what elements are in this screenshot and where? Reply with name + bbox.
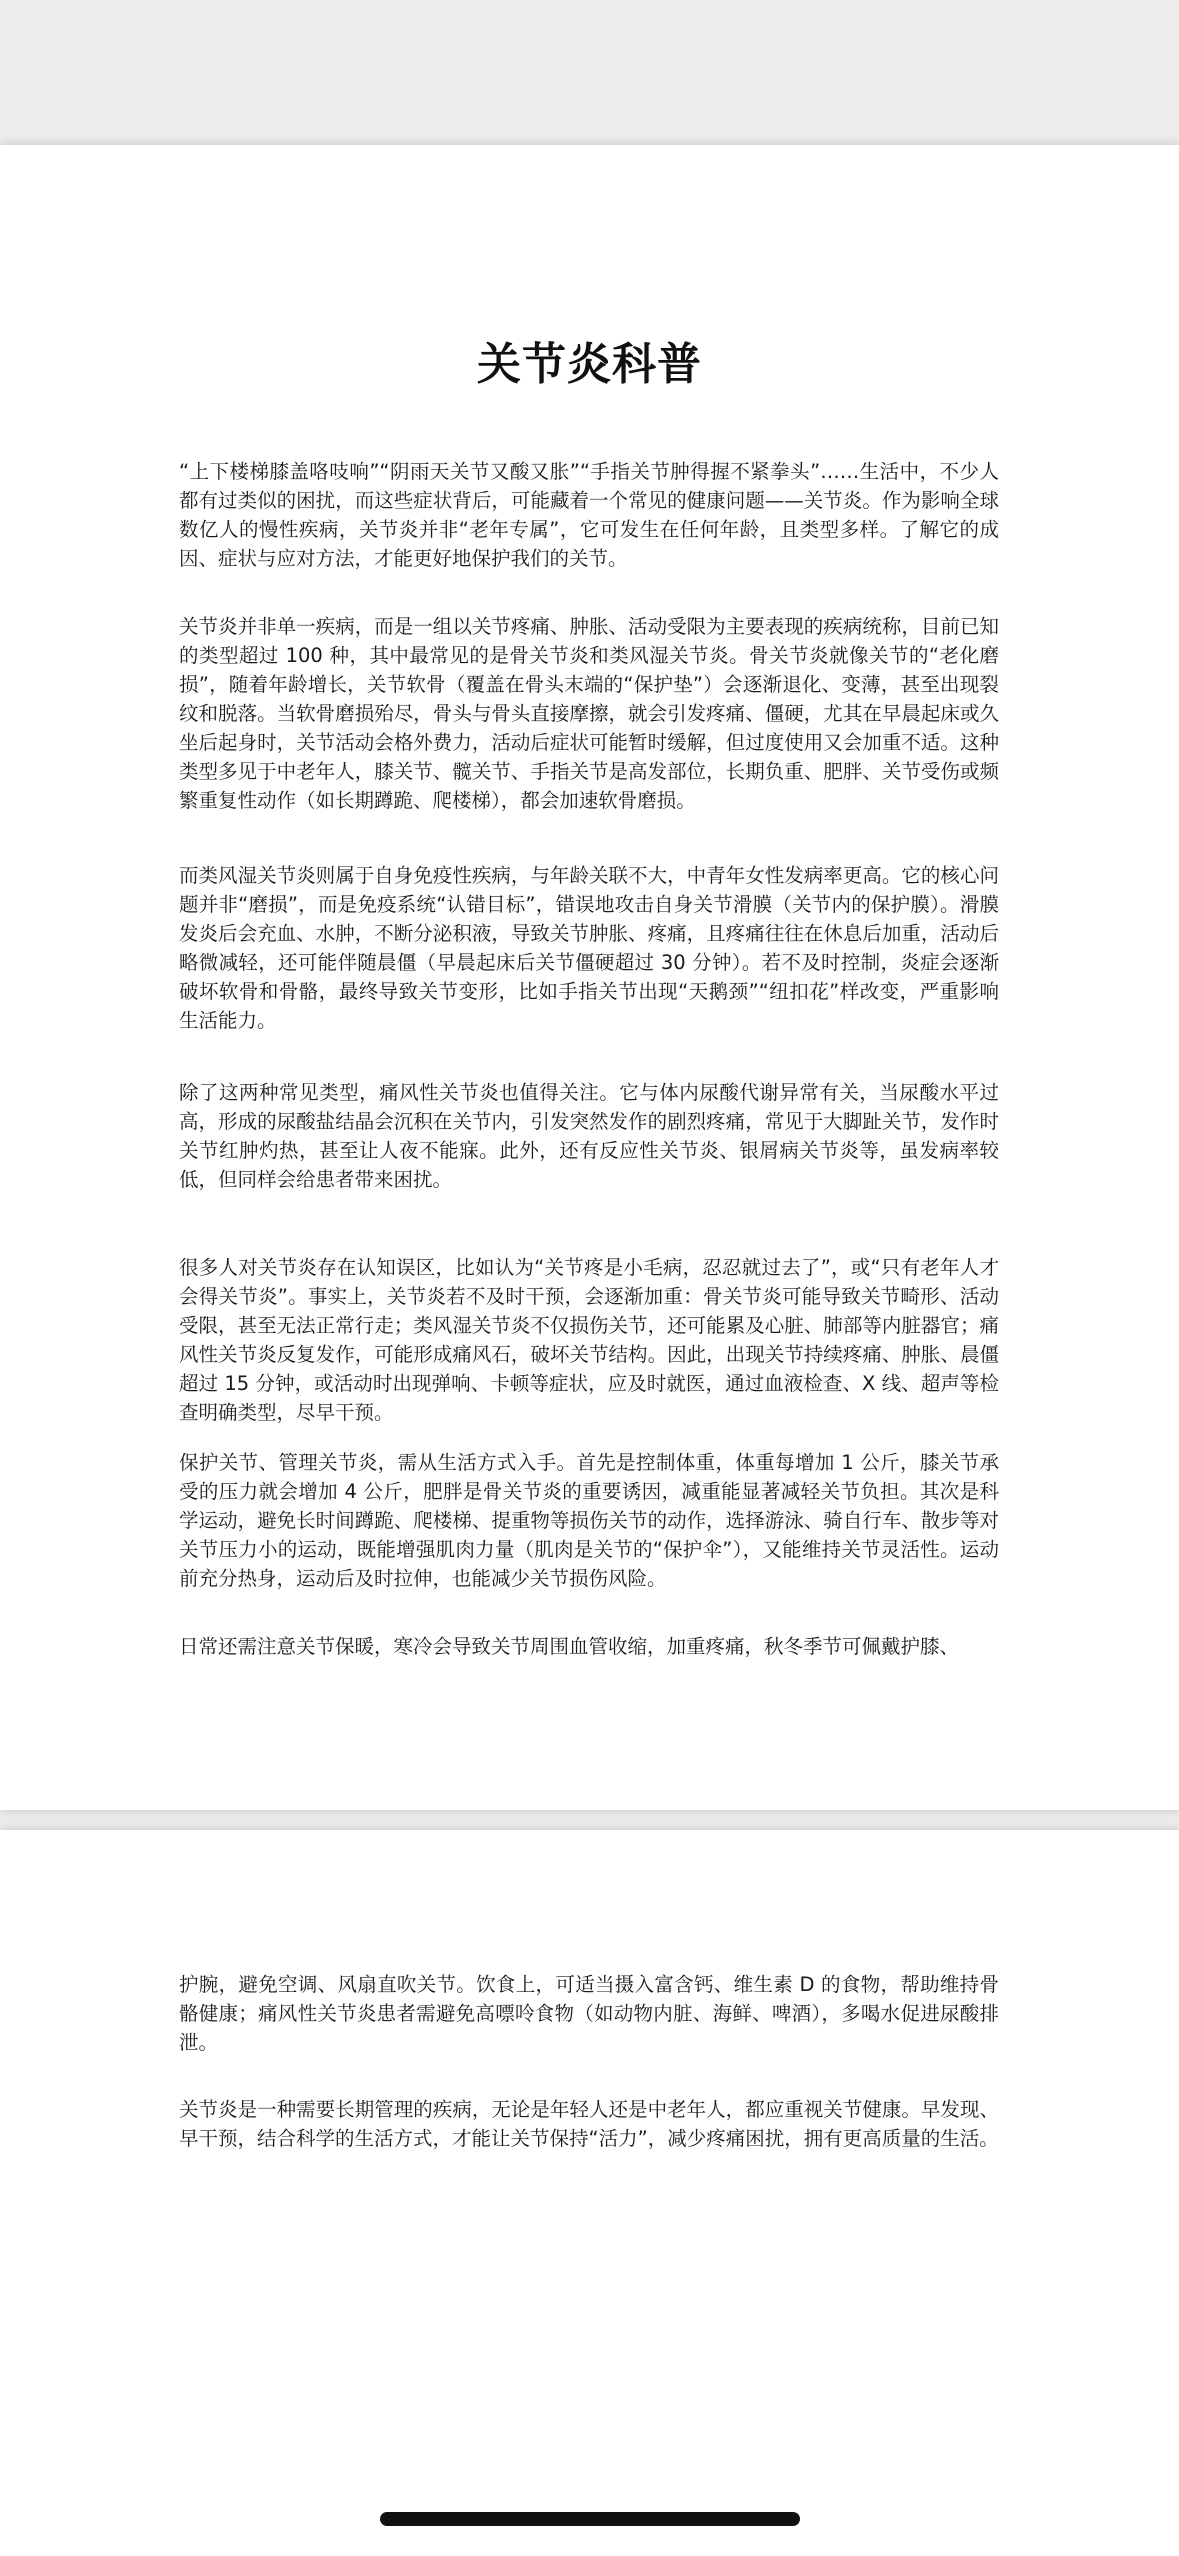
paragraph: 关节炎是一种需要长期管理的疾病，无论是年轻人还是中老年人，都应重视关节健康。早发现、早干预，结合科学的生活方式，才能让关节保持“活力”，减少疼痛困扰，拥有更高质量的生活。 [179,2098,999,2150]
home-indicator[interactable] [380,2512,800,2526]
document-page-2 [0,1830,1179,2556]
paragraph: 关节炎并非单一疾病，而是一组以关节疼痛、肿胀、活动受限为主要表现的疾病统称，目前已知的类型超过 100 种，其中最常见的是骨关节炎和类风湿关节炎。骨关节炎就像关节的“老化磨损”，随着年龄增长，关节软骨（覆盖在骨头末端的“保护垫”）会逐渐退化、变薄，甚至出现裂纹和脱落。当软骨磨损殆尽，骨头与骨头直接摩擦，就会引发疼痛、僵硬，尤其在早晨起床或久坐后起身时，关节活动会格外费力，活动后症状可能暂时缓解，但过度使用又会加重不适。这种类型多见于中老年人，膝关节、髋关节、手指关节是高发部位，长期负重、肥胖、关节受伤或频繁重复性动作（如长期蹲跪、爬楼梯），都会加速软骨磨损。 [179,615,999,812]
paragraph: 日常还需注意关节保暖，寒冷会导致关节周围血管收缩，加重疼痛，秋冬季节可佩戴护膝、 [179,1635,960,1658]
paragraph: 很多人对关节炎存在认知误区，比如认为“关节疼是小毛病，忍忍就过去了”，或“只有老年人才会得关节炎”。事实上，关节炎若不及时干预，会逐渐加重：骨关节炎可能导致关节畸形、活动受限，甚至无法正常行走；类风湿关节炎不仅损伤关节，还可能累及心脏、肺部等内脏器官；痛风性关节炎反复发作，可能形成痛风石，破坏关节结构。因此，出现关节持续疼痛、肿胀、晨僵超过 15 分钟，或活动时出现弹响、卡顿等症状，应及时就医，通过血液检查、X 线、超声等检查明确类型，尽早干预。 [179,1256,999,1424]
paragraph: 除了这两种常见类型，痛风性关节炎也值得关注。它与体内尿酸代谢异常有关，当尿酸水平过高，形成的尿酸盐结晶会沉积在关节内，引发突然发作的剧烈疼痛，常见于大脚趾关节，发作时关节红肿灼热，甚至让人夜不能寐。此外，还有反应性关节炎、银屑病关节炎等，虽发病率较低，但同样会给患者带来困扰。 [179,1081,999,1191]
paragraph: 而类风湿关节炎则属于自身免疫性疾病，与年龄关联不大，中青年女性发病率更高。它的核心问题并非“磨损”，而是免疫系统“认错目标”，错误地攻击自身关节滑膜（关节内的保护膜）。滑膜发炎后会充血、水肿，不断分泌积液，导致关节肿胀、疼痛，且疼痛往往在休息后加重，活动后略微减轻，还可能伴随晨僵（早晨起床后关节僵硬超过 30 分钟）。若不及时控制，炎症会逐渐破坏软骨和骨骼，最终导致关节变形，比如手指关节出现“天鹅颈”“纽扣花”样改变，严重影响生活能力。 [179,864,999,1032]
paragraph: 护腕，避免空调、风扇直吹关节。饮食上，可适当摄入富含钙、维生素 D 的食物，帮助维持骨骼健康；痛风性关节炎患者需避免高嘌呤食物（如动物内脏、海鲜、啤酒），多喝水促进尿酸排泄。 [179,1973,999,2054]
document-page-1 [0,145,1179,1810]
document-title: 关节炎科普 [477,339,702,390]
paragraph: “上下楼梯膝盖咯吱响”“阴雨天关节又酸又胀”“手指关节肿得握不紧拳头”……生活中，不少人都有过类似的困扰，而这些症状背后，可能藏着一个常见的健康问题——关节炎。作为影响全球数亿人的慢性疾病，关节炎并非“老年专属”，它可发生在任何年龄，且类型多样。了解它的成因、症状与应对方法，才能更好地保护我们的关节。 [179,460,999,570]
paragraph: 保护关节、管理关节炎，需从生活方式入手。首先是控制体重，体重每增加 1 公斤，膝关节承受的压力就会增加 4 公斤，肥胖是骨关节炎的重要诱因，减重能显著减轻关节负担。其次是科学运动，避免长时间蹲跪、爬楼梯、提重物等损伤关节的动作，选择游泳、骑自行车、散步等对关节压力小的运动，既能增强肌肉力量（肌肉是关节的“保护伞”），又能维持关节灵活性。运动前充分热身，运动后及时拉伸，也能减少关节损伤风险。 [179,1451,999,1590]
